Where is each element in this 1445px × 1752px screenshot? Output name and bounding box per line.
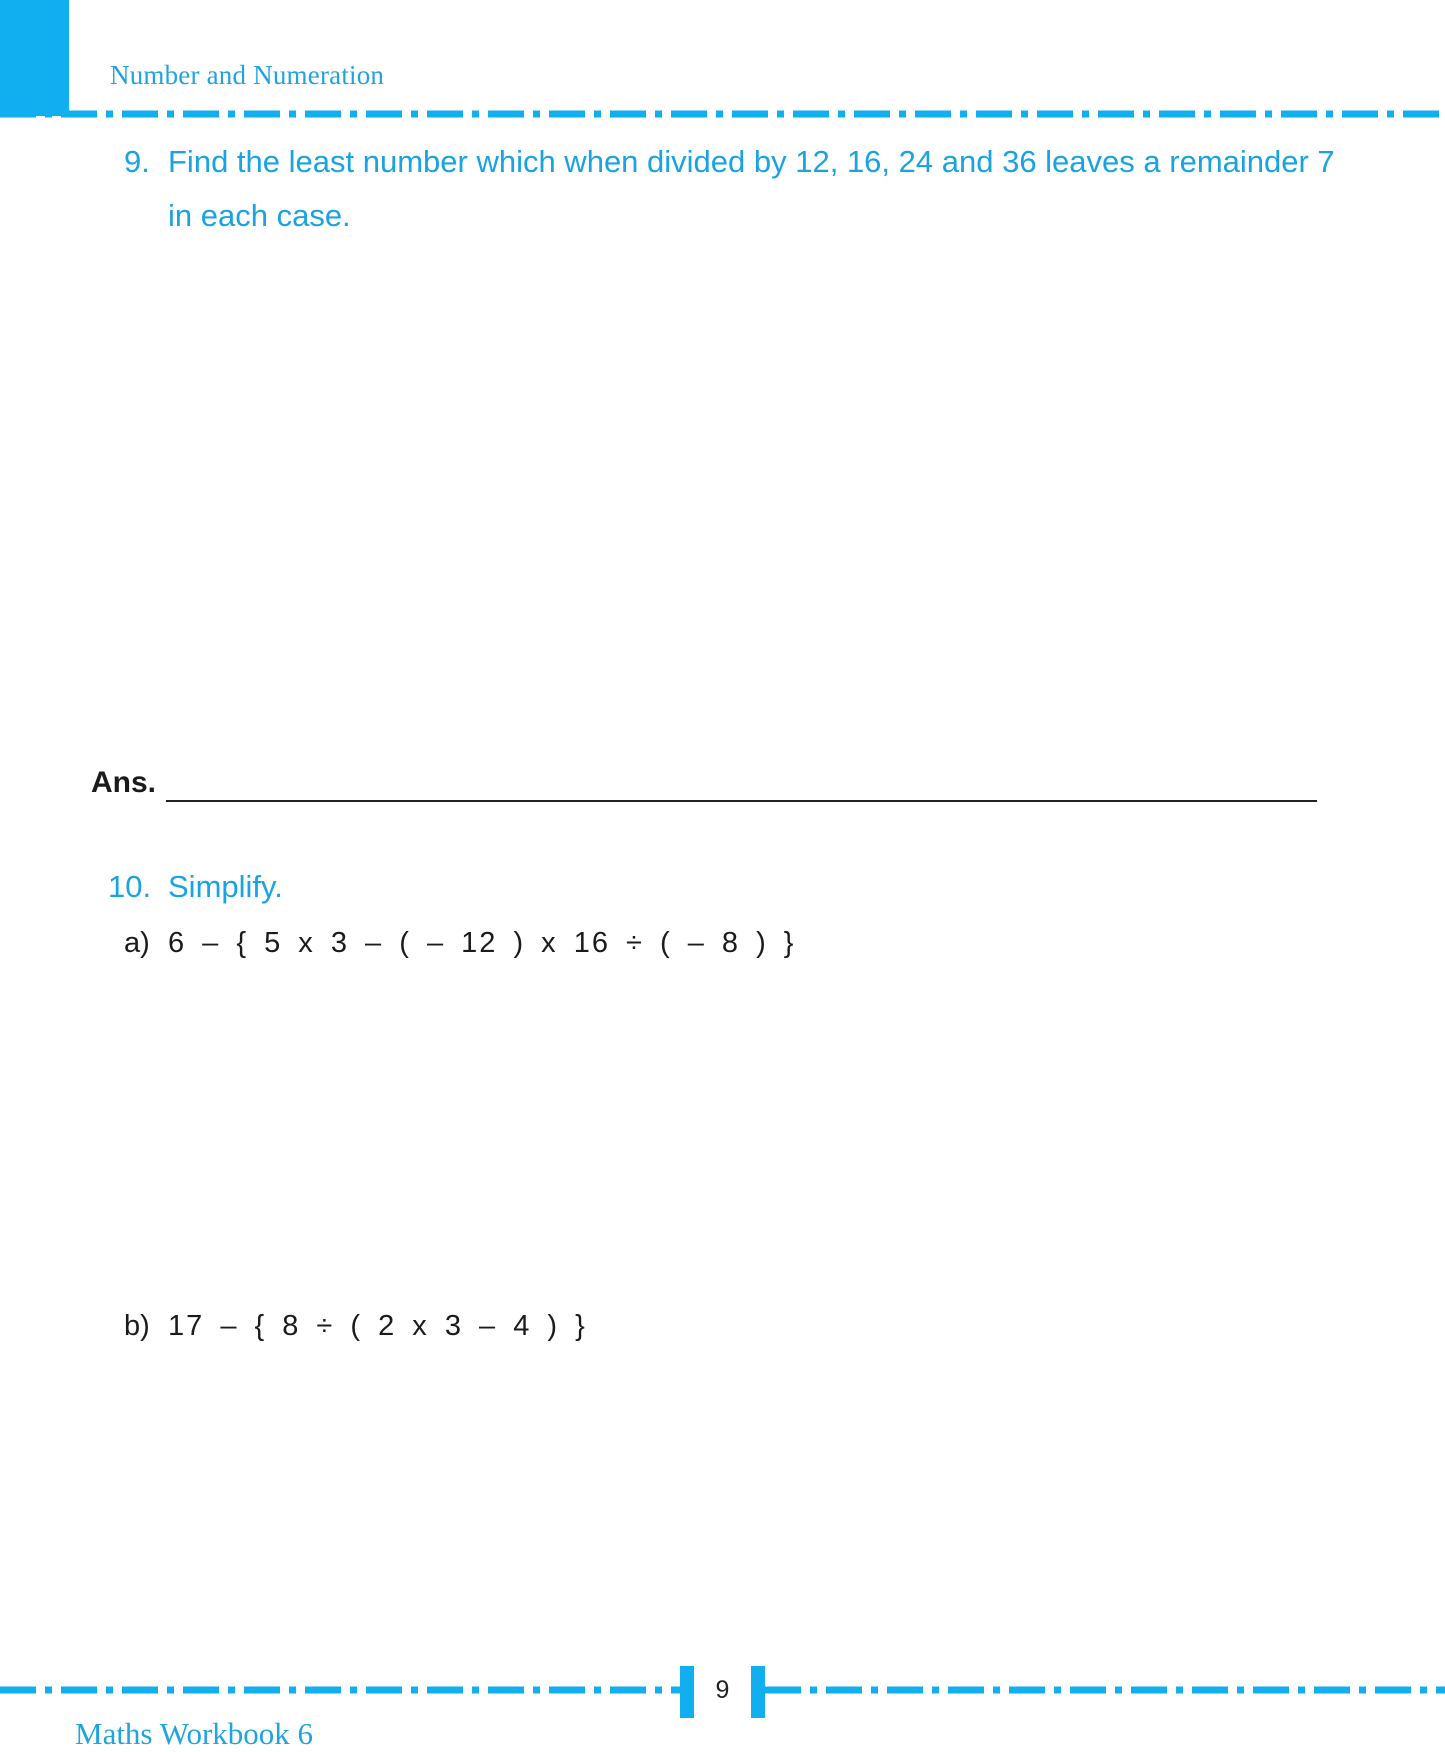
question-10-text: Simplify. xyxy=(168,869,283,904)
book-title: Maths Workbook 6 xyxy=(75,1716,314,1751)
page-number-bar-right xyxy=(751,1666,765,1718)
question-9-text: Find the least number which when divided by 12, 16, 24 and 36 leaves a remainder 7 in each case. xyxy=(168,144,1335,233)
chapter-title: Number and Numeration xyxy=(110,60,385,90)
answer-label: Ans. xyxy=(91,766,157,799)
footer-dash-divider-left xyxy=(0,1686,680,1694)
page-number-bar-left xyxy=(680,1666,694,1718)
question-10-number: 10. xyxy=(108,869,152,904)
question-9-number: 9. xyxy=(124,144,150,179)
header-dash-divider xyxy=(0,110,1445,118)
part-b-label: b) xyxy=(124,1310,150,1342)
part-b-expression: 17 – { 8 ÷ ( 2 x 3 – 4 ) } xyxy=(168,1310,587,1342)
part-a-expression: 6 – { 5 x 3 – ( – 12 ) x 16 ÷ ( – 8 ) } xyxy=(168,927,796,959)
part-a-label: a) xyxy=(124,927,150,959)
answer-line[interactable] xyxy=(166,800,1317,802)
page-number-box xyxy=(680,1666,765,1718)
page-number: 9 xyxy=(715,1676,730,1704)
footer-dash-divider-right xyxy=(765,1686,1445,1694)
header-corner-block xyxy=(0,0,69,116)
